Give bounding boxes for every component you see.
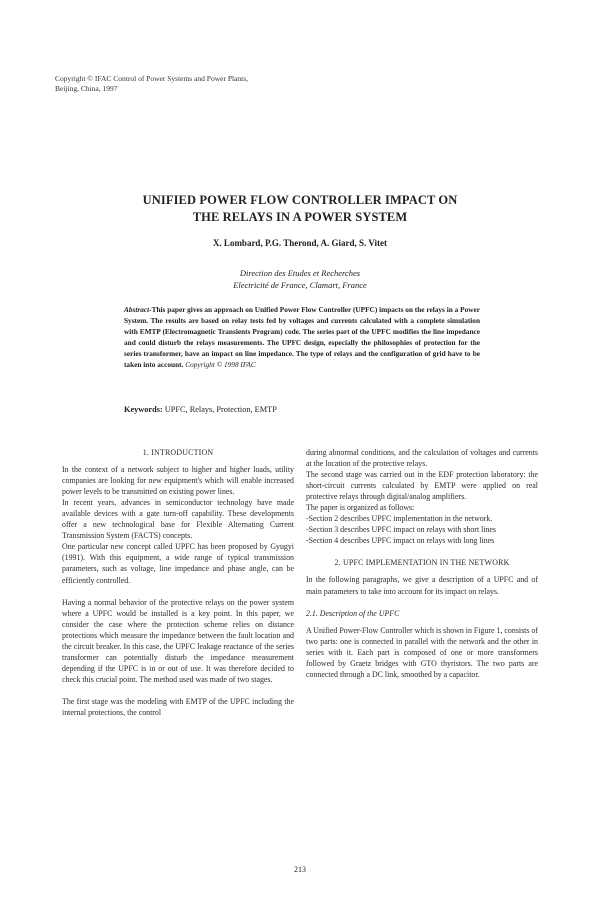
list-item: -Section 3 describes UPFC impact on relays with short lines bbox=[306, 525, 497, 535]
page-number: 213 bbox=[294, 865, 306, 874]
paragraph: A Unified Power-Flow Controller which is shown in Figure 1, consists of two parts: one is connected in parallel with the network and the other in series with it. Each part is composed of one or more transformers followed by Graetz bridges with GTO thyristors. The two parts are connected through a DC link, smoothed by a capacitor. bbox=[306, 625, 538, 679]
affiliation-line-2: Electricité de France, Clamart, France bbox=[233, 280, 367, 290]
paragraph: The second stage was carried out in the EDF protection laboratory: the short-circuit currents calculated by EMTP were applied on real protective relays through digital/analog amplifiers. bbox=[306, 470, 538, 502]
abstract-copyright: Copyright © 1998 IFAC bbox=[185, 360, 256, 369]
paper-title bbox=[40, 192, 560, 226]
abstract-label: Abstract bbox=[124, 305, 150, 314]
affiliation bbox=[40, 267, 560, 291]
paragraph: One particular new concept called UPFC has been proposed by Gyugyi (1991). With this equipment, a wide range of typical transmission parameters, such as voltage, line impedance and phase angle, can be efficiently controlled. bbox=[62, 542, 294, 585]
paragraph: In the following paragraphs, we give a description of a UPFC and of main parameters to take into account for its impact on relays. bbox=[306, 575, 538, 596]
title-line-1: UNIFIED POWER FLOW CONTROLLER IMPACT ON bbox=[142, 193, 458, 207]
paragraph: Having a normal behavior of the protective relays on the power system where a UPFC would be installed is a key point. In this paper, we consider the case where the protection scheme relies on distance protections which measure the impedance between the fault location and the circuit breaker. In this case, the UPFC leakage reactance of the series transformer can potentially disturb the impedance measurement depending if the UPFC is in or out of use. It was therefore decided to check this crucial point. The method used was made of two stages. bbox=[62, 597, 294, 684]
abstract-text: -This paper gives an approach on Unified Power Flow Controller (UPFC) impacts on the relays in a Power System. The results are based on relay tests fed by voltages and currents calculated with a complete simulation with EMTP (Electromagnetic Transients Program) code. The series part of the UPFC modifies the line impedance and could disturb the relays measurements. The UPFC design, especially the philosophies of protection for the series transformer, have an impact on line impedance. The type of relays and the configuration of grid have to be taken into account. bbox=[124, 305, 480, 369]
section-heading-introduction: 1. INTRODUCTION bbox=[142, 448, 214, 457]
list-item: -Section 2 describes UPFC implementation in the network. bbox=[306, 514, 493, 524]
paragraph: In the context of a network subject to higher and higher loads, utility companies are looking for new equipment's which will enable increased power levels to be transmitted on existing power lines. bbox=[62, 465, 294, 497]
paragraph: The first stage was the modeling with EMTP of the UPFC including the internal protections, the control bbox=[62, 696, 294, 717]
copyright-line-2: Beijing, China, 1997 bbox=[55, 84, 118, 93]
keywords-text: UPFC, Relays, Protection, EMTP bbox=[164, 405, 277, 414]
paragraph: during abnormal conditions, and the calculation of voltages and currents at the location of the protective relays. bbox=[306, 448, 538, 469]
copyright-line-1: Copyright © IFAC Control of Power Systems and Power Plants, bbox=[55, 74, 249, 83]
keywords-label: Keywords: bbox=[124, 405, 163, 414]
paragraph: In recent years, advances in semiconductor technology have made available devices with a gate turn-off capability. These developments offer a new technological base for Flexible Alternating Current Transmission System (FACTS) concepts. bbox=[62, 498, 294, 541]
abstract bbox=[124, 304, 480, 370]
keywords bbox=[124, 405, 480, 414]
affiliation-line-1: Direction des Etudes et Recherches bbox=[239, 268, 361, 278]
right-column bbox=[306, 447, 538, 680]
left-column bbox=[62, 447, 294, 718]
authors: X. Lombard, P.G. Therond, A. Giard, S. Vitet bbox=[212, 238, 388, 248]
section-heading-implementation: 2. UPFC IMPLEMENTATION IN THE NETWORK bbox=[334, 558, 510, 568]
title-line-2: THE RELAYS IN A POWER SYSTEM bbox=[192, 210, 408, 224]
subsection-heading: 2.1. Description of the UPFC bbox=[306, 608, 400, 618]
copyright-notice bbox=[55, 74, 315, 94]
list-item: -Section 4 describes UPFC impact on relays with long lines bbox=[306, 536, 495, 546]
paragraph: The paper is organized as follows: bbox=[306, 503, 415, 513]
